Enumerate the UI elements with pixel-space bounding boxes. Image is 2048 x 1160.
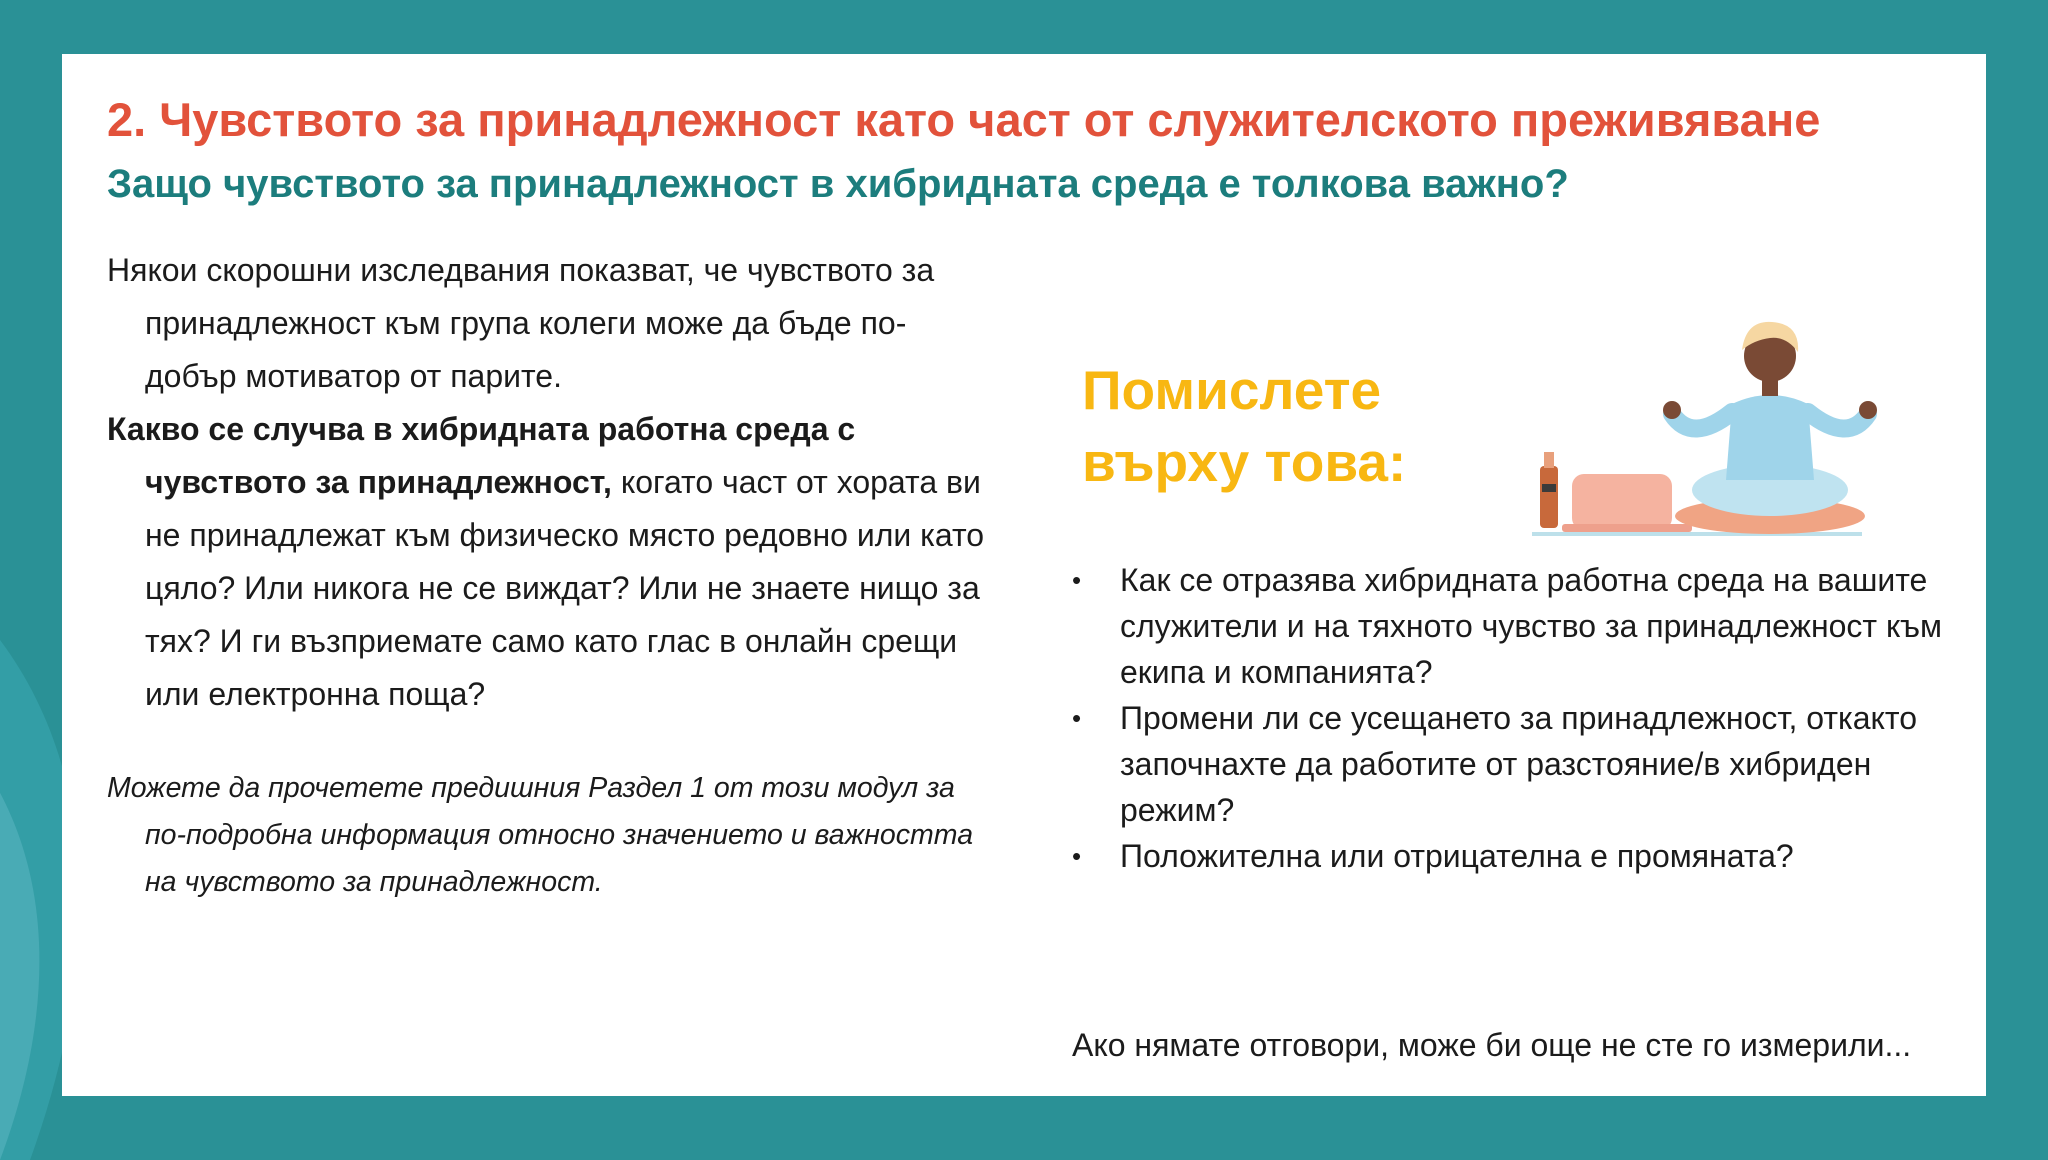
think-heading-line2: върху това:: [1082, 431, 1407, 493]
think-heading-line1: Помислете: [1082, 359, 1382, 421]
question-bold-text: Какво се случва в хибридната работна среда с чувството за принадлежност,: [107, 411, 856, 500]
list-item: [1072, 833, 1952, 879]
question-text: когато част от хората ви не принадлежат към физическо място редовно или като цяло? Или никога не се виждат? Или не знаете нищо за тях? И ги възприемате само като глас в онлайн срещи или електронна поща?: [145, 464, 985, 712]
question-bullet-list: [1072, 557, 1952, 879]
list-item: [1072, 695, 1952, 833]
bullet-text: Положителна или отрицателна е промяната?: [1120, 838, 1794, 874]
question-paragraph: [107, 403, 987, 721]
list-item: [1072, 557, 1952, 695]
closing-remark: Ако нямате отговори, може би още не сте го измерили...: [1072, 1027, 1912, 1063]
intro-paragraph: Някои скорошни изследвания показват, че чувството за принадлежност към група колеги може да бъде по-добър мотиватор от парите.: [107, 252, 935, 394]
bullet-icon: •: [1072, 841, 1082, 871]
bullet-icon: •: [1072, 565, 1082, 595]
think-heading: [1082, 354, 1406, 498]
meditating-person-with-laptop-icon: [1532, 294, 1932, 554]
reference-note: Можете да прочетете предишния Раздел 1 от този модул за по-подробна информация относно значението и важността на чувството за принадлежност.: [107, 772, 974, 898]
left-column: [107, 244, 987, 906]
bullet-icon: •: [1072, 703, 1082, 733]
bullet-text: Как се отразява хибридната работна среда на вашите служители и на тяхното чувство за принадлежност към екипа и компанията?: [1120, 562, 1942, 690]
slide-title: 2. Чувството за принадлежност като част от служителското преживяване: [107, 93, 1821, 146]
bullet-text: Промени ли се усещането за принадлежност, откакто започнахте да работите от разстояние/в хибриден режим?: [1120, 700, 1917, 828]
slide-subtitle: Защо чувството за принадлежност в хибридната среда е толкова важно?: [107, 162, 1569, 206]
slide-card: [62, 54, 1986, 1096]
